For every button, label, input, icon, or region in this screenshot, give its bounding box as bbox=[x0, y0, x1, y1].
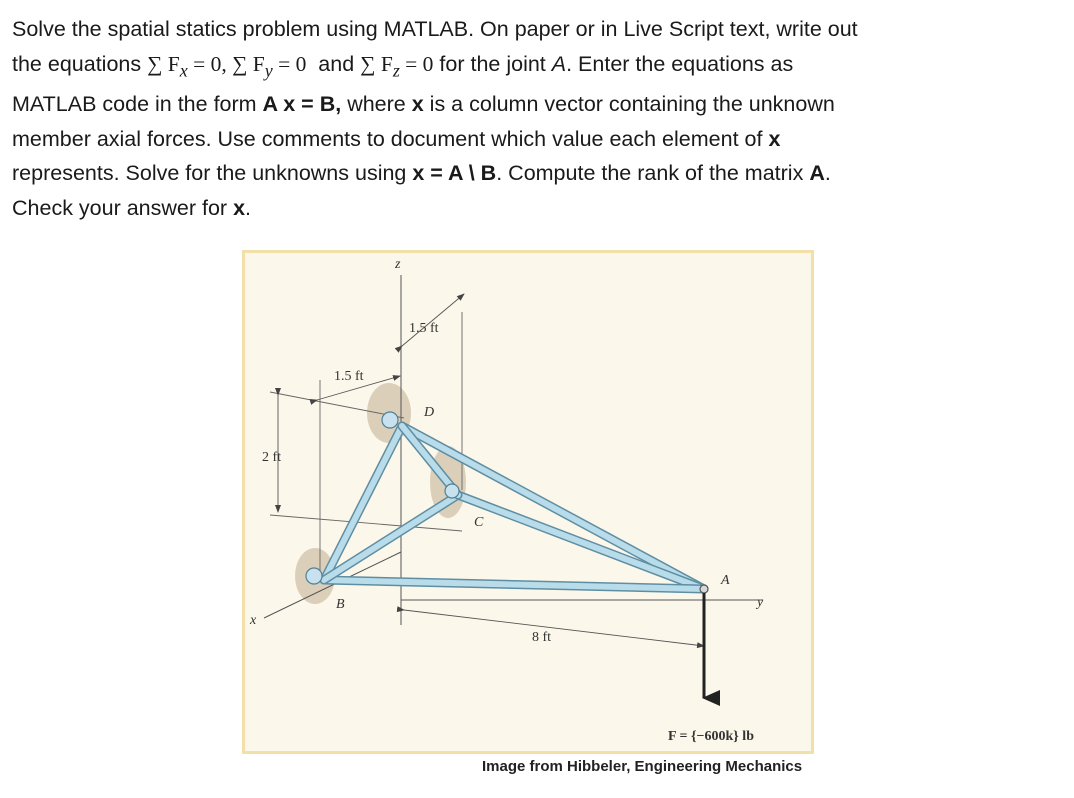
text-segment: for the joint bbox=[433, 51, 552, 76]
bold-text: x bbox=[233, 195, 246, 220]
equation-sum-fx bbox=[147, 51, 307, 80]
problem-line-1 bbox=[12, 12, 1062, 47]
math-text: = 0, ∑ F bbox=[187, 51, 265, 76]
ball-joint-c bbox=[445, 484, 459, 498]
subscript: y bbox=[264, 59, 273, 80]
problem-line-6 bbox=[12, 191, 1062, 226]
bold-text: x bbox=[411, 92, 424, 117]
problem-statement bbox=[12, 12, 1062, 225]
bold-text: x = A \ B bbox=[412, 161, 497, 186]
text-segment: Solve the spatial statics problem using MATLAB. On paper or in Live Script text, write out bbox=[12, 17, 858, 41]
axis-label-y: y bbox=[757, 595, 764, 610]
point-label-a: A bbox=[721, 573, 730, 588]
point-label-b: B bbox=[336, 597, 345, 612]
math-text: ∑ F bbox=[360, 51, 393, 76]
subscript: z bbox=[392, 59, 400, 80]
problem-line-3 bbox=[12, 87, 1062, 122]
dim-length-label: 8 ft bbox=[532, 630, 552, 645]
image-caption: Image from Hibbeler, Engineering Mechanics bbox=[482, 758, 803, 775]
equation-sum-fz bbox=[360, 51, 434, 80]
bold-text: x bbox=[768, 126, 781, 151]
text-segment: . bbox=[824, 161, 831, 186]
text-segment: and bbox=[306, 51, 361, 76]
text-segment: . Enter the equations as bbox=[566, 51, 794, 76]
joint-a bbox=[700, 585, 708, 593]
problem-line-2 bbox=[12, 47, 1062, 88]
text-segment: MATLAB code in the form bbox=[12, 92, 263, 117]
dim-height-label: 2 ft bbox=[262, 450, 282, 465]
text-segment: is a column vector containing the unknown bbox=[423, 92, 835, 117]
truss-figure bbox=[242, 250, 814, 754]
dim-left-label: 1.5 ft bbox=[334, 369, 364, 384]
subscript: x bbox=[179, 59, 188, 80]
axis-label-z: z bbox=[395, 257, 401, 272]
dim-top-label: 1.5 ft bbox=[409, 321, 439, 336]
text-segment: the equations bbox=[12, 51, 148, 76]
text-segment: . bbox=[245, 195, 252, 220]
ball-joint-d bbox=[382, 412, 398, 428]
text-segment: where bbox=[341, 92, 412, 117]
problem-line-5 bbox=[12, 156, 1062, 191]
ball-joint-b bbox=[306, 568, 322, 584]
math-text: ∑ F bbox=[147, 51, 180, 76]
point-label-d: D bbox=[424, 405, 435, 420]
force-label: F = {−600k} lb bbox=[668, 729, 754, 744]
truss-diagram bbox=[242, 250, 814, 754]
axis-label-x: x bbox=[250, 613, 257, 628]
bold-text: A bbox=[809, 161, 825, 186]
text-segment: . Compute the rank of the matrix bbox=[496, 161, 810, 186]
joint-name: A bbox=[551, 51, 567, 76]
text-segment: represents. Solve for the unknowns using bbox=[12, 161, 413, 186]
bold-text: A x = B, bbox=[262, 92, 342, 117]
figure-frame bbox=[244, 252, 813, 753]
problem-line-4 bbox=[12, 122, 1062, 157]
text-segment: member axial forces. Use comments to document which value each element of bbox=[12, 126, 769, 151]
math-text: = 0 bbox=[399, 51, 434, 76]
text-segment: Check your answer for bbox=[12, 195, 234, 220]
point-label-c: C bbox=[474, 515, 484, 530]
math-text: = 0 bbox=[272, 51, 307, 76]
